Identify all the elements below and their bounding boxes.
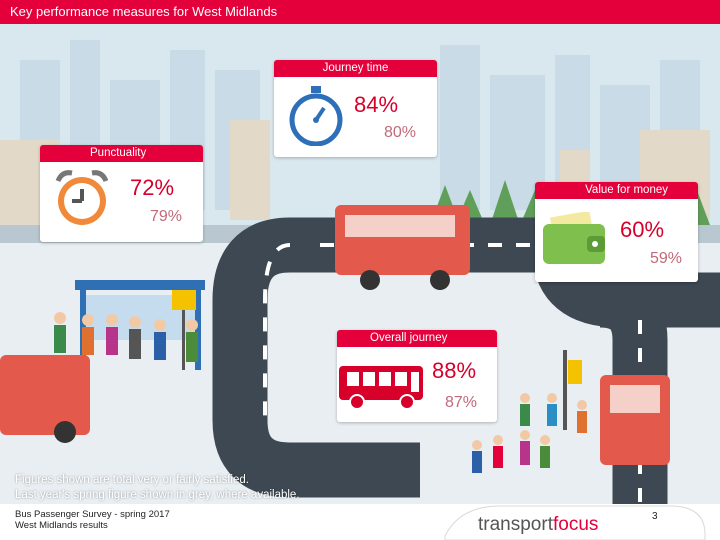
overall-journey-label: Overall journey	[337, 330, 497, 347]
journey-time-card	[274, 60, 437, 157]
alarm-clock-icon	[52, 167, 112, 236]
value-for-money-current: 60%	[620, 217, 665, 242]
value-for-money-label: Value for money	[535, 182, 698, 199]
page-title: Key performance measures for West Midlands	[0, 0, 720, 24]
value-for-money-card	[535, 182, 698, 282]
journey-time-label: Journey time	[274, 60, 437, 77]
punctuality-previous: 79%	[150, 208, 183, 225]
value-for-money-previous: 59%	[650, 250, 683, 267]
wallet-icon	[543, 212, 607, 271]
journey-time-current: 84%	[354, 92, 399, 117]
page-number: 3	[652, 511, 658, 522]
brand-part-focus: focus	[552, 514, 599, 535]
stopwatch-icon	[288, 86, 344, 151]
punctuality-card	[40, 145, 203, 242]
note-last-year: Last year's spring figure shown in grey, where available.	[15, 489, 300, 501]
brand-logo	[478, 514, 598, 536]
journey-time-previous: 80%	[384, 124, 417, 141]
punctuality-current: 72%	[130, 175, 175, 200]
brand-part-transport: transport	[478, 514, 553, 535]
bus-icon	[337, 362, 427, 417]
source-line-1: Bus Passenger Survey - spring 2017	[15, 509, 170, 520]
overall-journey-card	[337, 330, 497, 422]
source-line-2: West Midlands results	[15, 520, 108, 531]
overall-journey-current: 88%	[432, 358, 477, 383]
punctuality-label: Punctuality	[40, 145, 203, 162]
note-total-satisfied: Figures shown are total very or fairly satisfied.	[15, 474, 249, 486]
footer	[0, 504, 720, 540]
overall-journey-previous: 87%	[445, 394, 478, 411]
